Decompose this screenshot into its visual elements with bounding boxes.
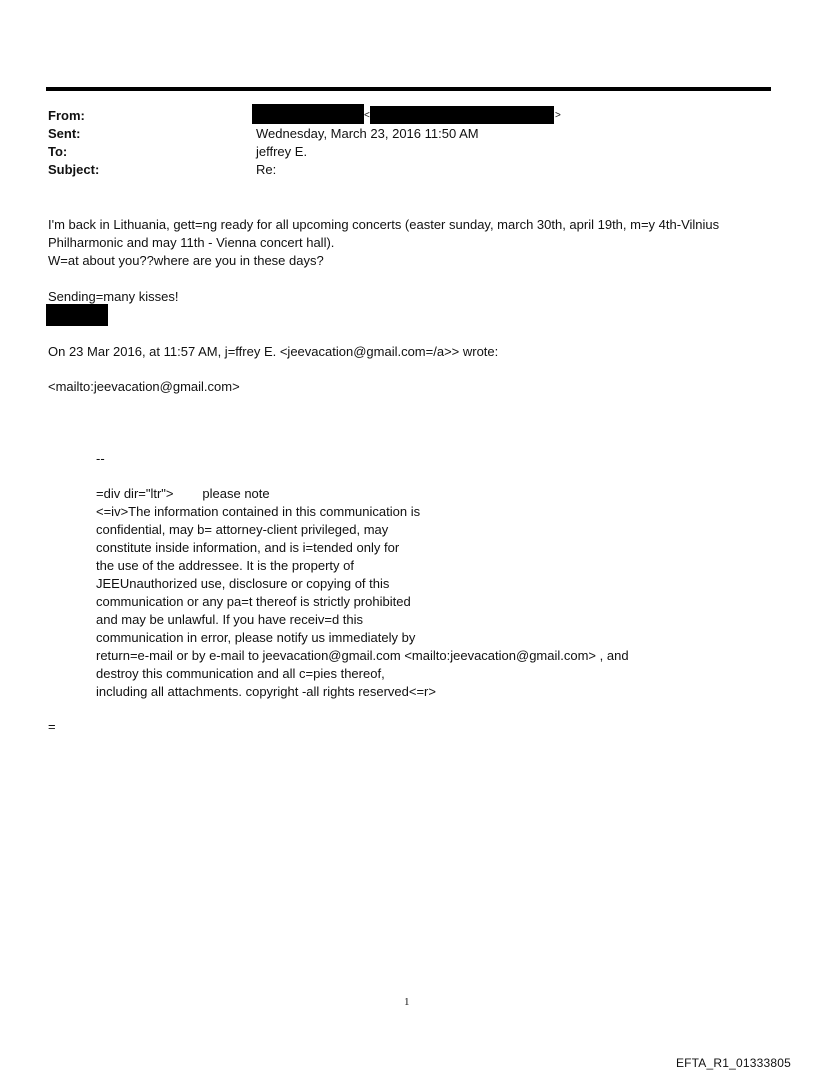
mailto-line: <mailto:jeevacation@gmail.com>	[48, 379, 240, 394]
to-value: jeffrey E.	[256, 144, 308, 159]
trailing-equals: =	[48, 719, 56, 734]
signature-line: and may be unlawful. If you have receiv=d this	[96, 612, 364, 627]
signature-line: JEEUnauthorized use, disclosure or copying of this	[96, 576, 390, 591]
message-line-2: Philharmonic and may 11th - Vienna concert hall).	[48, 235, 335, 250]
redacted-sender-name	[252, 104, 364, 124]
from-bracket-close: >	[555, 110, 561, 121]
signature-line: =div dir="ltr"> please note	[96, 486, 270, 501]
signature-line: <=iv>The information contained in this communication is	[96, 504, 421, 519]
message-line-1: I'm back in Lithuania, gett=ng ready for all upcoming concerts (easter sunday, march 30th, april 19th, m=y 4th-Vilnius	[48, 217, 720, 232]
redacted-sender-email	[370, 106, 554, 124]
signature-line: communication or any pa=t thereof is strictly prohibited	[96, 594, 411, 609]
signature-line: confidential, may b= attorney-client privileged, may	[96, 522, 389, 537]
signature-line: constitute inside information, and is i=tended only for	[96, 540, 400, 555]
from-bracket-open: <	[364, 110, 370, 121]
signature-line: communication in error, please notify us immediately by	[96, 630, 416, 645]
subject-label: Subject:	[48, 162, 100, 177]
to-label: To:	[48, 144, 68, 159]
sent-value: Wednesday, March 23, 2016 11:50 AM	[256, 126, 479, 141]
signature-line: return=e-mail or by e-mail to jeevacation@gmail.com <mailto:jeevacation@gmail.com> , and	[96, 648, 629, 663]
redacted-signature	[46, 304, 108, 326]
document-id: EFTA_R1_01333805	[675, 1056, 791, 1070]
from-label: From:	[48, 108, 85, 123]
signature-line: including all attachments. copyright -all rights reserved<=r>	[96, 684, 436, 699]
signature-line: destroy this communication and all c=pies thereof,	[96, 666, 385, 681]
quote-header: On 23 Mar 2016, at 11:57 AM, j=ffrey E. <jeevacation@gmail.com=/a>> wrote:	[48, 344, 499, 359]
page-number: 1	[404, 996, 410, 1008]
header-divider	[46, 87, 771, 91]
message-line-4: Sending=many kisses!	[48, 289, 179, 304]
sent-label: Sent:	[48, 126, 81, 141]
signature-line: the use of the addressee. It is the property of	[96, 558, 354, 573]
subject-value: Re:	[256, 162, 277, 177]
signature-dashes: --	[96, 451, 105, 466]
message-line-3: W=at about you??where are you in these days?	[48, 253, 324, 268]
